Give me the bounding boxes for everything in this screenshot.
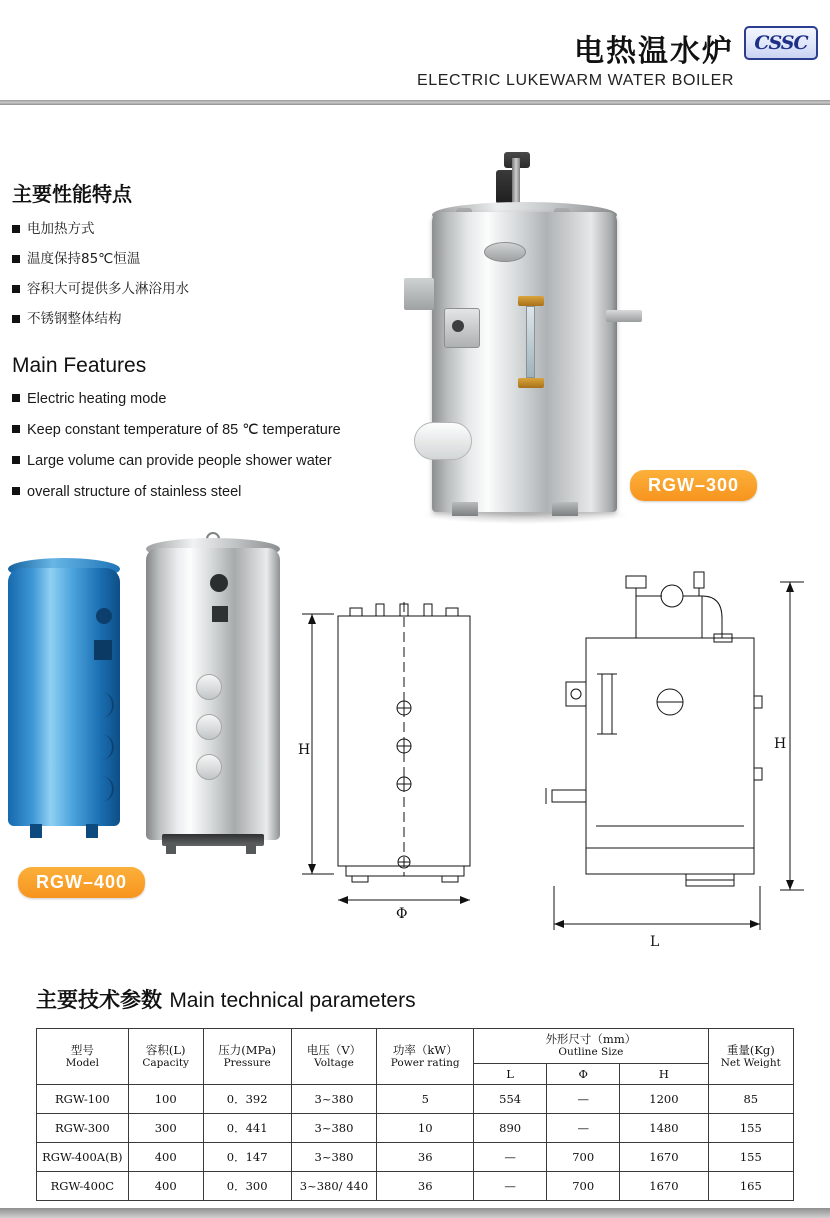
tank-port-round: [96, 608, 112, 624]
feature-item-en: [12, 452, 392, 470]
square-bullet-icon: [12, 487, 20, 495]
side-nozzle: [606, 310, 642, 322]
cell-weight: 165: [708, 1171, 793, 1200]
feature-label: overall structure of stainless steel: [27, 483, 242, 500]
feature-item-en: [12, 483, 392, 501]
tank-leg-left: [166, 844, 176, 854]
col-outline-size: [474, 1029, 709, 1064]
parameters-table: [36, 1028, 794, 1201]
cell-pressure: 0．392: [203, 1084, 291, 1113]
boiler-body: [432, 212, 617, 512]
cell-outline-h: 1670: [620, 1142, 708, 1171]
cell-capacity: 400: [128, 1142, 203, 1171]
tank-leg-left: [30, 824, 42, 838]
tank-port-square: [94, 640, 112, 660]
tank-cover-plate: [196, 714, 222, 740]
model-tag-rgw400: RGW–400: [18, 867, 145, 898]
cell-model: RGW-300: [37, 1113, 129, 1142]
col-power: [377, 1029, 474, 1085]
col-capacity-en: Capacity: [142, 1057, 189, 1070]
feature-item-cn: [12, 281, 392, 298]
feature-label: 电加热方式: [27, 221, 95, 237]
col-pressure: [203, 1029, 291, 1085]
bottom-flange: [414, 422, 472, 460]
square-bullet-icon: [12, 225, 20, 233]
col-voltage: [291, 1029, 377, 1085]
square-bullet-icon: [12, 285, 20, 293]
tank-weld-line: [86, 776, 114, 802]
feature-item-en: [12, 421, 392, 439]
col-weight: [708, 1029, 793, 1085]
col-weight-cn: 重量(Kg): [726, 1042, 775, 1057]
cell-outline-h: 1200: [620, 1084, 708, 1113]
cell-power: 36: [377, 1142, 474, 1171]
dimension-label-h-right: H: [774, 736, 787, 752]
cell-model: RGW-400C: [37, 1171, 129, 1200]
features-section: [12, 178, 392, 514]
col-outline-cn: 外形尺寸（mm）: [545, 1032, 637, 1046]
cell-outline-h: 1670: [620, 1171, 708, 1200]
cell-outline-l: 554: [474, 1084, 547, 1113]
top-pipe: [512, 158, 520, 206]
square-bullet-icon: [12, 456, 20, 464]
cell-weight: 155: [708, 1142, 793, 1171]
parameters-heading-cn: 主要技术参数: [36, 988, 162, 1012]
tank-cover-plate: [196, 754, 222, 780]
col-model-cn: 型号: [70, 1042, 94, 1057]
feature-label: Electric heating mode: [27, 390, 167, 407]
cell-pressure: 0．441: [203, 1113, 291, 1142]
dimension-label-phi: Φ: [396, 906, 408, 922]
tank-port-round: [210, 574, 228, 592]
cell-voltage: 3~380: [291, 1113, 377, 1142]
cell-outline-l: —: [474, 1142, 547, 1171]
gauge-fitting-bottom: [518, 378, 544, 388]
col-pressure-en: Pressure: [223, 1057, 271, 1070]
cell-model: RGW-100: [37, 1084, 129, 1113]
model-tag-rgw300: RGW–300: [630, 470, 757, 501]
tank-weld-line: [86, 734, 114, 760]
table-row: [37, 1142, 794, 1171]
page-header: [0, 0, 830, 106]
cell-pressure: 0．147: [203, 1142, 291, 1171]
table-row: [37, 1171, 794, 1200]
cell-voltage: 3~380: [291, 1142, 377, 1171]
col-outline-en: Outline Size: [558, 1046, 624, 1059]
cell-outline-l: 890: [474, 1113, 547, 1142]
col-voltage-cn: 电压（V）: [306, 1042, 362, 1057]
feature-item-cn: [12, 221, 392, 238]
cell-outline-phi: —: [547, 1113, 620, 1142]
cell-outline-l: —: [474, 1171, 547, 1200]
cell-model: RGW-400A(B): [37, 1142, 129, 1171]
features-heading-en: Main Features: [12, 353, 147, 377]
gauge-fitting-top: [518, 296, 544, 306]
feature-label: Keep constant temperature of 85 ℃ temperature: [27, 421, 341, 438]
mounting-plate: [404, 278, 434, 310]
col-outline-h: H: [620, 1063, 708, 1084]
square-bullet-icon: [12, 255, 20, 263]
col-model: [37, 1029, 129, 1085]
logo-text: CSSC: [754, 32, 808, 54]
feature-item-cn: [12, 311, 392, 328]
cell-outline-phi: 700: [547, 1142, 620, 1171]
cell-capacity: 300: [128, 1113, 203, 1142]
tank-cover-plate: [196, 674, 222, 700]
cell-weight: 155: [708, 1113, 793, 1142]
tank-port-square: [212, 606, 228, 622]
parameters-heading: [36, 984, 416, 1014]
cell-capacity: 100: [128, 1084, 203, 1113]
feature-label: 容积大可提供多人淋浴用水: [27, 280, 189, 297]
cell-weight: 85: [708, 1084, 793, 1113]
tank-weld-line: [86, 692, 114, 718]
col-model-en: Model: [65, 1057, 100, 1070]
cell-voltage: 3~380: [291, 1084, 377, 1113]
table-header-row-1: [37, 1029, 794, 1064]
parameters-heading-en: Main technical parameters: [169, 989, 416, 1012]
cell-outline-phi: —: [547, 1084, 620, 1113]
col-capacity-cn: 容积(L): [145, 1042, 186, 1057]
nameplate-badge: [484, 242, 526, 262]
level-gauge-glass: [526, 306, 535, 378]
feature-label: 不锈钢整体结构: [27, 310, 122, 327]
cell-power: 5: [377, 1084, 474, 1113]
cell-capacity: 400: [128, 1171, 203, 1200]
col-outline-phi: Φ: [547, 1063, 620, 1084]
footer-divider: [0, 1208, 830, 1218]
cell-voltage: 3~380/ 440: [291, 1171, 377, 1200]
cssc-logo: [744, 26, 818, 60]
col-outline-l: L: [474, 1063, 547, 1084]
product-photo-blue-tank: [8, 556, 120, 838]
drawings-svg: [290, 556, 820, 956]
support-foot-right: [552, 502, 578, 516]
technical-drawings: [290, 556, 820, 956]
feature-label: 温度保持85℃恒温: [27, 250, 141, 267]
square-bullet-icon: [12, 425, 20, 433]
table-body: [37, 1084, 794, 1200]
table-row: [37, 1084, 794, 1113]
col-power-en: Power rating: [390, 1057, 460, 1070]
dimension-label-h-left: H: [298, 742, 311, 758]
cell-outline-phi: 700: [547, 1171, 620, 1200]
tank-leg-right: [246, 844, 256, 854]
square-bullet-icon: [12, 315, 20, 323]
feature-item-en: [12, 390, 392, 408]
feature-item-cn: [12, 251, 392, 268]
cell-outline-h: 1480: [620, 1113, 708, 1142]
page-title-en: ELECTRIC LUKEWARM WATER BOILER: [417, 72, 734, 89]
cell-pressure: 0．300: [203, 1171, 291, 1200]
col-weight-en: Net Weight: [720, 1057, 781, 1070]
product-photo-steel-tank: [140, 534, 282, 852]
features-heading-cn: 主要性能特点: [12, 182, 132, 206]
control-knob: [452, 320, 464, 332]
col-capacity: [128, 1029, 203, 1085]
cell-power: 10: [377, 1113, 474, 1142]
square-bullet-icon: [12, 394, 20, 402]
table-header: [37, 1029, 794, 1085]
header-divider: [0, 100, 830, 105]
col-pressure-cn: 压力(MPa): [218, 1042, 277, 1057]
cell-power: 36: [377, 1171, 474, 1200]
tank-leg-right: [86, 824, 98, 838]
table-row: [37, 1113, 794, 1142]
page-title-cn: 电热温水炉: [574, 34, 734, 69]
col-power-cn: 功率（kW）: [392, 1042, 458, 1057]
feature-label: Large volume can provide people shower water: [27, 452, 332, 469]
dimension-label-l: L: [650, 934, 660, 950]
col-voltage-en: Voltage: [314, 1057, 354, 1070]
support-foot-left: [452, 502, 478, 516]
